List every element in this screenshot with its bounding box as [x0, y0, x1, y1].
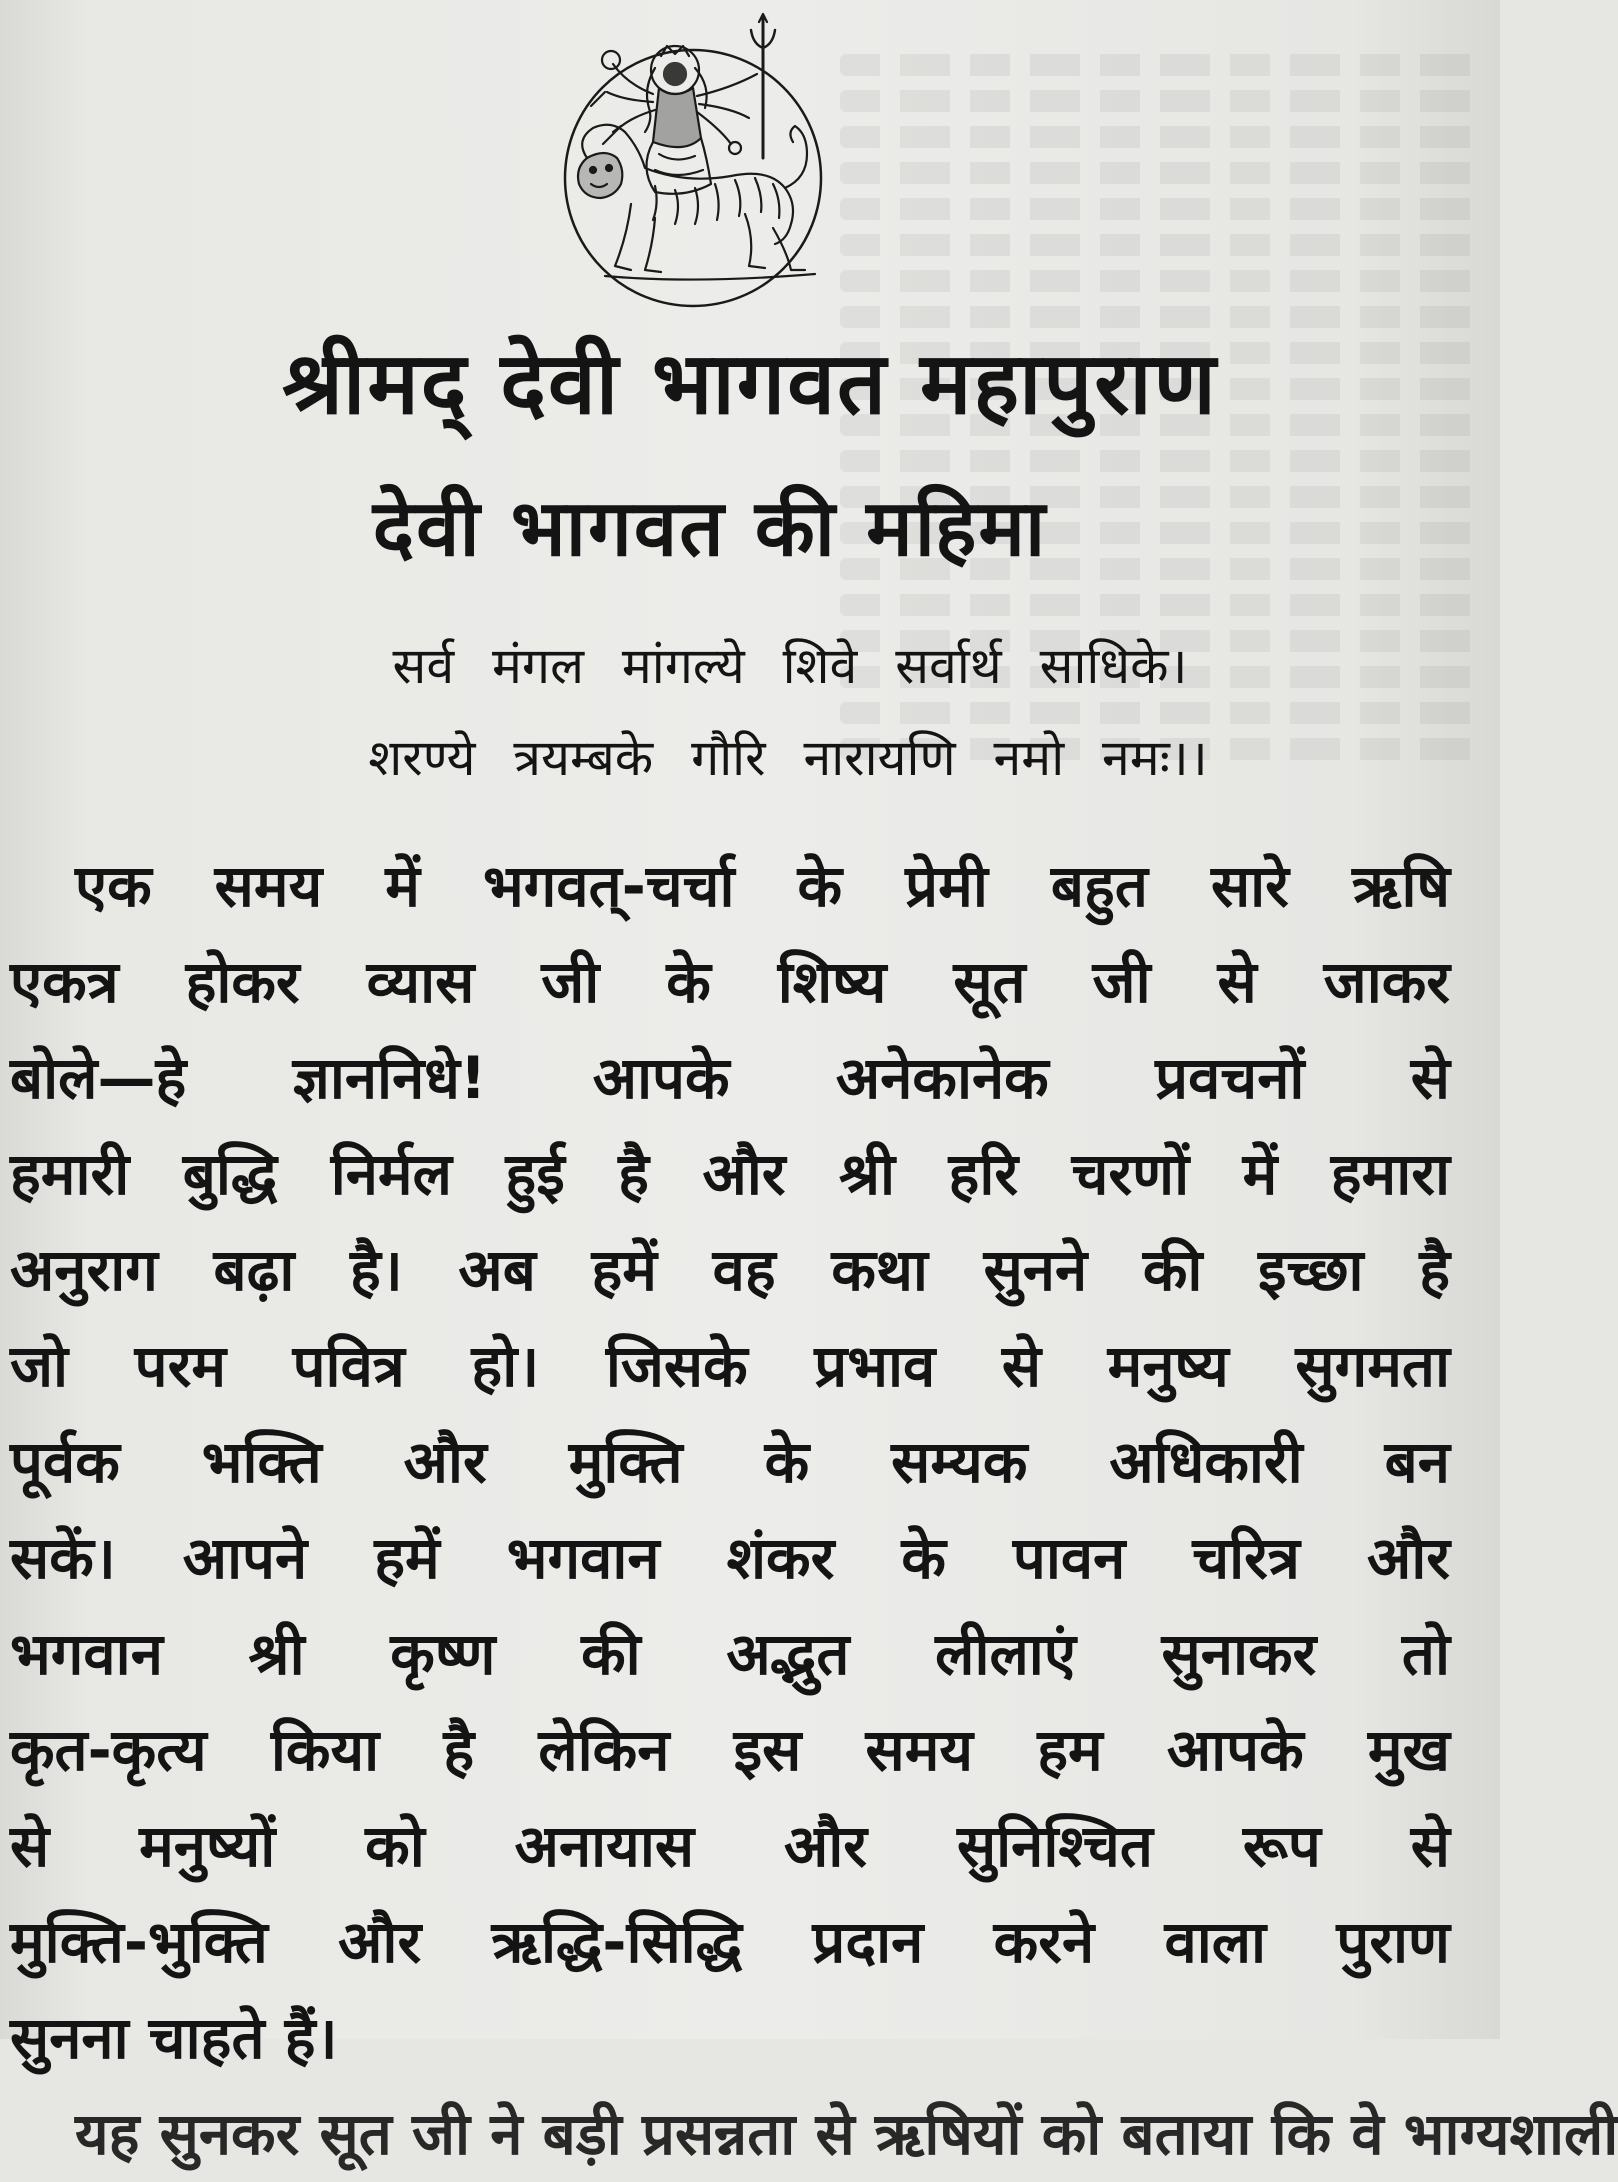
- paragraph-line-cut-off: यह सुनकर सूत जी ने बड़ी प्रसन्नता से ऋषियों को बताया कि वे भाग्यशाली: [75, 2100, 1618, 2168]
- paragraph-line: से मनुष्यों को अनायास और सुनिश्चित रूप से: [10, 1812, 1450, 1880]
- paragraph-line: सुनना चाहते हैं।: [10, 2004, 338, 2072]
- paragraph-line: मुक्ति-भुक्ति और ऋद्धि-सिद्धि प्रदान करने वाला पुराण: [10, 1908, 1450, 1976]
- paragraph-line: अनुराग बढ़ा है। अब हमें वह कथा सुनने की इच्छा है: [10, 1236, 1450, 1304]
- verse-line-2: शरण्ये त्रयम्बके गौरि नारायणि नमो नमः।।: [368, 729, 1208, 787]
- paragraph-line: कृत-कृत्य किया है लेकिन इस समय हम आपके मुख: [10, 1716, 1450, 1784]
- goddess-durga-on-tiger-icon: [535, 8, 855, 308]
- paragraph-line: पूर्वक भक्ति और मुक्ति के सम्यक अधिकारी बन: [10, 1428, 1450, 1496]
- paragraph-line: जो परम पवित्र हो। जिसके प्रभाव से मनुष्य सुगमता: [10, 1332, 1450, 1400]
- paragraph-line: सकें। आपने हमें भगवान शंकर के पावन चरित्र और: [10, 1524, 1450, 1592]
- paragraph-line: बोले—हे ज्ञाननिधे! आपके अनेकानेक प्रवचनों से: [10, 1044, 1450, 1112]
- paragraph-line: एकत्र होकर व्यास जी के शिष्य सूत जी से जाकर: [10, 948, 1450, 1016]
- page-subtitle: देवी भागवत की महिमा: [372, 484, 1048, 574]
- body-paragraph: [0, 838, 1618, 2168]
- verse-line-1: सर्व मंगल मांगल्ये शिवे सर्वार्थ साधिके।: [392, 637, 1188, 695]
- paragraph-line: हमारी बुद्धि निर्मल हुई है और श्री हरि चरणों में हमारा: [10, 1140, 1450, 1208]
- paragraph-line: भगवान श्री कृष्ण की अद्भुत लीलाएं सुनाकर तो: [10, 1620, 1450, 1688]
- page-title: श्रीमद् देवी भागवत महापुराण: [282, 334, 1218, 434]
- paragraph-line: एक समय में भगवत्-चर्चा के प्रेमी बहुत सारे ऋषि: [75, 852, 1450, 920]
